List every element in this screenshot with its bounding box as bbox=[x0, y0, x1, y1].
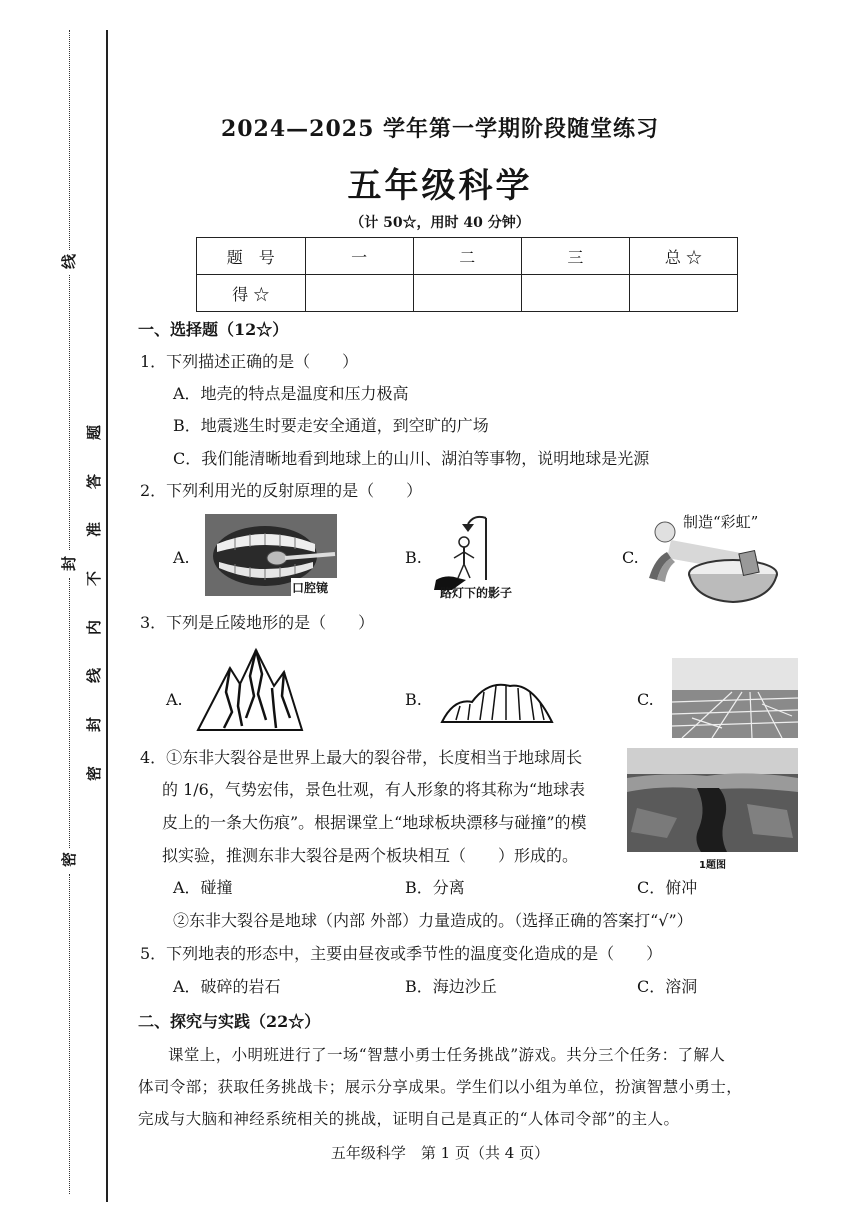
q2-caption-b: 路灯下的影子 bbox=[440, 586, 513, 600]
q3-option-a-label: A. bbox=[166, 690, 183, 709]
score-cell: 题 号 bbox=[197, 238, 306, 275]
score-cell: 二 bbox=[413, 238, 521, 275]
margin-char: 线 bbox=[85, 667, 104, 684]
q4-option-b: B．分离 bbox=[405, 878, 465, 897]
margin-char: 不 bbox=[85, 570, 104, 587]
plain-fields-image bbox=[672, 658, 798, 738]
margin-label-mi: 密 bbox=[60, 851, 79, 868]
q4-image-caption: 1题图 bbox=[699, 860, 726, 871]
margin-dotted-line-mid2 bbox=[69, 578, 70, 848]
score-table-score-row bbox=[197, 275, 738, 312]
margin-char: 封 bbox=[85, 716, 104, 733]
margin-char: 内 bbox=[85, 619, 104, 636]
rift-valley-image bbox=[627, 748, 798, 852]
q5-stem: 5．下列地表的形态中，主要由昼夜或季节性的温度变化造成的是（ ） bbox=[140, 944, 663, 963]
q2-option-b-label: B. bbox=[405, 548, 422, 567]
q5-option-a: A．破碎的岩石 bbox=[173, 977, 281, 996]
score-cell: 总 ☆ bbox=[629, 238, 737, 275]
street-lamp-image bbox=[432, 512, 532, 592]
q4-line4: 拟实验，推测东非大裂谷是两个板块相互（ ）形成的。 bbox=[162, 846, 579, 865]
section1-heading: 一、选择题（12☆） bbox=[138, 320, 289, 339]
q5-option-b: B．海边沙丘 bbox=[405, 977, 497, 996]
score-label-cell: 得 ☆ bbox=[197, 275, 306, 312]
margin-char: 答 bbox=[85, 473, 104, 490]
q1-stem: 1．下列描述正确的是（ ） bbox=[140, 352, 359, 371]
score-table bbox=[196, 237, 738, 312]
q3-option-c-label: C. bbox=[637, 690, 654, 709]
q4-option-a: A．碰撞 bbox=[173, 878, 233, 897]
page-footer: 五年级科学 第 1 页（共 4 页） bbox=[330, 1144, 550, 1162]
section2-paragraph-line1: 课堂上，小明班进行了一场“智慧小勇士任务挑战”游戏。共分三个任务：了解人 bbox=[168, 1046, 726, 1064]
q2-stem: 2．下列利用光的反射原理的是（ ） bbox=[140, 481, 423, 500]
margin-char: 准 bbox=[85, 521, 104, 538]
section2-paragraph-line2: 体司令部；获取任务挑战卡；展示分享成果。学生们以小组为单位，扮演智慧小勇士， bbox=[138, 1078, 743, 1096]
score-entry-cell[interactable] bbox=[305, 275, 413, 312]
q1-option-a: A．地壳的特点是温度和压力极高 bbox=[173, 384, 409, 403]
margin-char: 题 bbox=[85, 424, 104, 441]
score-table-header-row bbox=[197, 238, 738, 275]
q4-line1: 4．①东非大裂谷是世界上最大的裂谷带，长度相当于地球周长 bbox=[140, 748, 583, 767]
q4-option-c: C．俯冲 bbox=[637, 878, 698, 897]
margin-dotted-line-mid1 bbox=[69, 275, 70, 550]
score-entry-cell[interactable] bbox=[413, 275, 521, 312]
subject-title: 五年级科学 bbox=[347, 166, 533, 206]
margin-label-feng: 封 bbox=[60, 555, 79, 572]
q1-option-c: C．我们能清晰地看到地球上的山川、湖泊等事物，说明地球是光源 bbox=[173, 449, 650, 468]
rolling-hills-image bbox=[440, 676, 554, 724]
margin-char: 密 bbox=[85, 765, 104, 782]
q4-line3: 皮上的一条大伤痕”。根据课堂上“地球板块漂移与碰撞”的模 bbox=[162, 813, 587, 832]
q5-option-c: C．溶洞 bbox=[637, 977, 698, 996]
q2-caption-a: 口腔镜 bbox=[292, 581, 329, 595]
q4-part2: ②东非大裂谷是地球（内部 外部）力量造成的。（选择正确的答案打“√”） bbox=[173, 911, 693, 930]
score-entry-cell[interactable] bbox=[521, 275, 629, 312]
q4-line2: 的 1/6，气势宏伟，景色壮观，有人形象的将其称为“地球表 bbox=[162, 780, 586, 799]
section2-heading: 二、探究与实践（22☆） bbox=[138, 1012, 321, 1031]
steep-mountains-image bbox=[196, 646, 304, 732]
score-cell: 三 bbox=[521, 238, 629, 275]
section2-paragraph-line3: 完成与大脑和神经系统相关的挑战，证明自己是真正的“人体司令部”的主人。 bbox=[138, 1110, 680, 1128]
q1-option-b: B．地震逃生时要走安全通道，到空旷的广场 bbox=[173, 416, 489, 435]
exam-title: 2024—2025 学年第一学期阶段随堂练习 bbox=[220, 116, 660, 142]
q2-caption-c: 制造“彩虹” bbox=[683, 513, 759, 531]
q2-option-a-label: A. bbox=[173, 548, 190, 567]
score-entry-cell[interactable] bbox=[629, 275, 737, 312]
score-cell: 一 bbox=[305, 238, 413, 275]
q3-option-b-label: B. bbox=[405, 690, 422, 709]
q3-stem: 3．下列是丘陵地形的是（ ） bbox=[140, 613, 375, 632]
q2-option-c-label: C. bbox=[622, 548, 639, 567]
margin-label-xian: 线 bbox=[60, 253, 79, 270]
rainbow-basin-image bbox=[645, 518, 780, 606]
exam-note: （计 50☆，用时 40 分钟） bbox=[350, 215, 530, 231]
